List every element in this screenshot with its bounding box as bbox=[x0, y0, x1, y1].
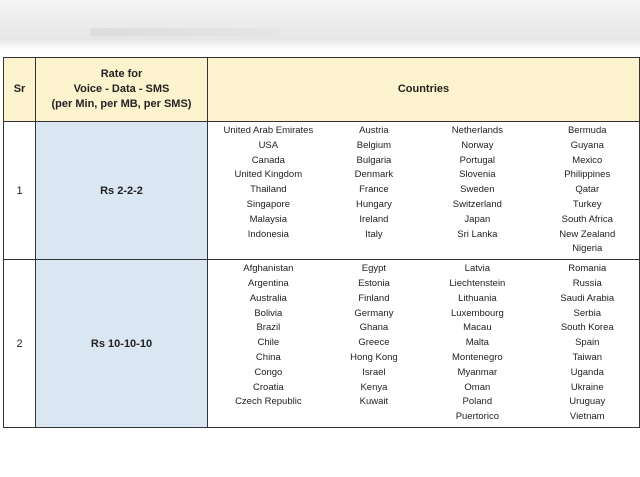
country-name: Taiwan bbox=[572, 351, 603, 363]
country-name: Congo bbox=[254, 366, 283, 378]
header-rate-line3: (per Min, per MB, per SMS) bbox=[51, 98, 192, 110]
country-name: Estonia bbox=[358, 277, 390, 289]
country-name: Lithuania bbox=[458, 292, 497, 304]
country-name: Mexico bbox=[572, 154, 603, 166]
country-name: Kuwait bbox=[359, 396, 389, 408]
country-name: Philippines bbox=[564, 169, 611, 181]
country-name: Hungary bbox=[355, 198, 392, 210]
country-name: Switzerland bbox=[452, 198, 502, 210]
country-name: Sweden bbox=[460, 184, 495, 196]
country-name: Liechtenstein bbox=[449, 277, 506, 289]
country-name: Croatia bbox=[253, 381, 284, 393]
country-name: Puertorico bbox=[455, 411, 499, 423]
sr-cell: 2 bbox=[4, 260, 36, 428]
sr-cell: 1 bbox=[4, 122, 36, 260]
country-name: Nigeria bbox=[572, 243, 603, 255]
header-rate-line2: Voice - Data - SMS bbox=[73, 83, 170, 95]
country-column bbox=[329, 262, 420, 425]
table-row bbox=[4, 260, 640, 428]
country-name: Russia bbox=[572, 277, 602, 289]
country-column bbox=[329, 124, 420, 257]
country-name: Ireland bbox=[359, 213, 389, 225]
country-name: Uganda bbox=[570, 366, 604, 378]
country-column bbox=[208, 262, 329, 425]
country-name: Austria bbox=[359, 125, 389, 136]
countries-cell bbox=[208, 260, 640, 428]
header-sr bbox=[4, 58, 36, 122]
country-name: Argentina bbox=[248, 277, 289, 289]
country-name: Poland bbox=[462, 396, 493, 408]
country-name: South Korea bbox=[560, 322, 614, 334]
country-name: Portugal bbox=[459, 154, 496, 166]
country-name: Netherlands bbox=[451, 125, 503, 136]
country-name: Germany bbox=[354, 307, 394, 319]
country-name: Montenegro bbox=[452, 351, 503, 363]
country-name: Turkey bbox=[572, 198, 602, 210]
faded-text-remnant bbox=[90, 28, 280, 36]
country-name: Oman bbox=[464, 381, 491, 393]
country-name: Australia bbox=[249, 292, 287, 304]
country-name: Luxembourg bbox=[450, 307, 504, 319]
country-name: Greece bbox=[358, 337, 390, 349]
country-name: Slovenia bbox=[459, 169, 496, 181]
country-name: Uruguay bbox=[569, 396, 606, 408]
countries-cell bbox=[208, 122, 640, 260]
country-name: Myanmar bbox=[457, 366, 498, 378]
country-name: Brazil bbox=[256, 322, 281, 334]
country-name: New Zealand bbox=[559, 228, 616, 240]
country-name: Latvia bbox=[464, 263, 491, 275]
country-name: Qatar bbox=[575, 184, 600, 196]
country-name: Bulgaria bbox=[356, 154, 392, 166]
country-name: Hong Kong bbox=[350, 351, 398, 363]
country-name: Thailand bbox=[250, 184, 287, 196]
country-name: Czech Republic bbox=[235, 396, 302, 408]
country-name: Italy bbox=[365, 228, 383, 240]
country-name: Spain bbox=[575, 337, 600, 349]
header-rate-line1: Rate for bbox=[100, 68, 143, 80]
country-name: Sri Lanka bbox=[457, 228, 498, 240]
country-name: Kenya bbox=[360, 381, 388, 393]
header-countries-label: Countries bbox=[397, 83, 450, 95]
country-name: Singapore bbox=[246, 198, 290, 210]
country-column bbox=[419, 124, 535, 257]
country-name: France bbox=[359, 184, 389, 196]
rate-cell: Rs 2-2-2 bbox=[36, 122, 208, 260]
country-name: Bermuda bbox=[567, 125, 607, 136]
country-name: Denmark bbox=[354, 169, 394, 181]
roaming-rates-table bbox=[3, 57, 640, 428]
country-name: Macau bbox=[463, 322, 492, 334]
country-name: Romania bbox=[568, 263, 607, 275]
country-name: Guyana bbox=[570, 139, 604, 151]
country-column bbox=[536, 124, 639, 257]
header-rate bbox=[36, 58, 208, 122]
country-name: South Africa bbox=[561, 213, 613, 225]
header-countries bbox=[208, 58, 640, 122]
country-name: Indonesia bbox=[247, 228, 289, 240]
country-name: Serbia bbox=[573, 307, 601, 319]
country-name: Saudi Arabia bbox=[560, 292, 615, 304]
country-name: Chile bbox=[257, 337, 280, 349]
country-name: Afghanistan bbox=[243, 263, 294, 275]
country-name: Ukraine bbox=[570, 381, 604, 393]
country-name: United Kingdom bbox=[234, 169, 303, 181]
country-name: Israel bbox=[362, 366, 386, 378]
country-column bbox=[208, 124, 329, 257]
top-faded-strip bbox=[0, 0, 640, 40]
country-name: China bbox=[255, 351, 281, 363]
country-grid bbox=[208, 122, 639, 259]
country-name: Malaysia bbox=[249, 213, 288, 225]
country-column bbox=[536, 262, 639, 425]
country-name: Malta bbox=[465, 337, 489, 349]
header-sr-label: Sr bbox=[13, 83, 26, 95]
country-name: United Arab Emirates bbox=[223, 125, 314, 136]
country-name: Canada bbox=[251, 154, 285, 166]
country-name: Bolivia bbox=[254, 307, 283, 319]
header-row bbox=[4, 58, 640, 122]
country-name: Japan bbox=[464, 213, 491, 225]
country-column bbox=[419, 262, 535, 425]
country-name: Egypt bbox=[361, 263, 387, 275]
country-name: Belgium bbox=[356, 139, 392, 151]
country-name: Norway bbox=[461, 139, 494, 151]
country-name: Finland bbox=[358, 292, 390, 304]
country-grid bbox=[208, 260, 639, 427]
page-edge-shadow bbox=[0, 40, 640, 50]
rate-cell: Rs 10-10-10 bbox=[36, 260, 208, 428]
country-name: Ghana bbox=[359, 322, 389, 334]
table-row bbox=[4, 122, 640, 260]
country-name: Vietnam bbox=[569, 411, 605, 423]
country-name: USA bbox=[258, 139, 279, 151]
